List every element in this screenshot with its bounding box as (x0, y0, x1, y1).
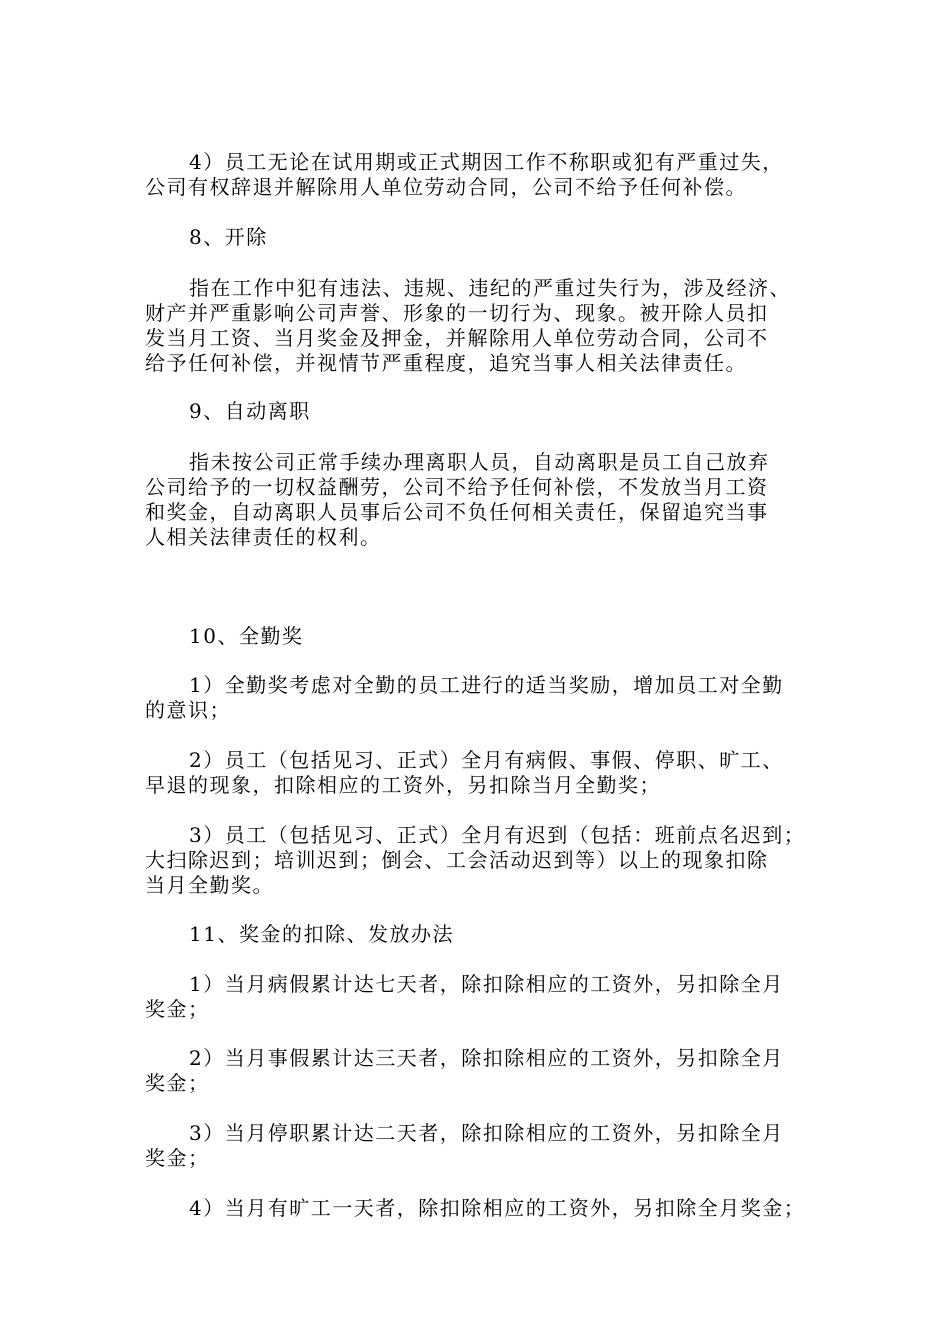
paragraph-attendance-item-3 (145, 823, 815, 898)
paragraph-bonus-item-4 (145, 1196, 815, 1221)
text-line: 人相关法律责任的权利。 (145, 525, 382, 549)
text-line: 10、全勤奖 (189, 624, 304, 648)
paragraph-item-4-dismissal (145, 150, 815, 200)
text-line: 和奖金，自动离职人员事后公司不负任何相关责任，保留追究当事 (145, 500, 769, 524)
text-line: 11、奖金的扣除、发放办法 (189, 922, 454, 946)
text-line: 指在工作中犯有违法、违规、违纪的严重过失行为，涉及经济、 (189, 276, 791, 300)
text-line: 3）员工（包括见习、正式）全月有迟到（包括：班前点名迟到； (189, 823, 806, 847)
section-heading-10-attendance-bonus (145, 624, 815, 649)
text-line: 3）当月停职累计达二天者，除扣除相应的工资外，另扣除全月 (189, 1121, 784, 1145)
paragraph-bonus-item-3 (145, 1121, 815, 1171)
text-line: 当月全勤奖。 (145, 873, 274, 897)
text-line: 奖金； (145, 997, 210, 1021)
paragraph-attendance-item-1 (145, 673, 815, 723)
text-line: 早退的现象，扣除相应的工资外，另扣除当月全勤奖； (145, 773, 661, 797)
text-line: 2）当月事假累计达三天者，除扣除相应的工资外，另扣除全月 (189, 1046, 784, 1070)
paragraph-bonus-item-2 (145, 1046, 815, 1096)
text-line: 公司有权辞退并解除用人单位劳动合同，公司不给予任何补偿。 (145, 175, 747, 199)
text-line: 1）当月病假累计达七天者，除扣除相应的工资外，另扣除全月 (189, 972, 784, 996)
text-line: 的意识； (145, 698, 231, 722)
paragraph-expulsion-body (145, 276, 815, 376)
paragraph-bonus-item-1 (145, 972, 815, 1022)
text-line: 奖金； (145, 1071, 210, 1095)
text-line: 财产并严重影响公司声誉、形象的一切行为、现象。被开除人员扣 (145, 301, 769, 325)
text-line: 2）员工（包括见习、正式）全月有病假、事假、停职、旷工、 (189, 748, 784, 772)
text-line: 给予任何补偿，并视情节严重程度，追究当事人相关法律责任。 (145, 351, 747, 375)
section-heading-8-expulsion (145, 225, 815, 250)
text-line: 1）全勤奖考虑对全勤的员工进行的适当奖励，增加员工对全勤 (189, 673, 784, 697)
text-line: 8、开除 (189, 225, 268, 249)
text-line: 大扫除迟到；培训迟到；倒会、工会活动迟到等）以上的现象扣除 (145, 848, 769, 872)
section-heading-9-self-resignation (145, 399, 815, 424)
text-line: 公司给予的一切权益酬劳，公司不给予任何补偿，不发放当月工资 (145, 475, 769, 499)
text-line: 指未按公司正常手续办理离职人员，自动离职是员工自己放弃 (189, 450, 770, 474)
text-line: 9、自动离职 (189, 399, 311, 423)
text-line: 奖金； (145, 1146, 210, 1170)
paragraph-self-resignation-body (145, 450, 815, 550)
text-line: 发当月工资、当月奖金及押金，并解除用人单位劳动合同，公司不 (145, 326, 769, 350)
text-line: 4）当月有旷工一天者，除扣除相应的工资外，另扣除全月奖金； (189, 1196, 806, 1220)
section-heading-11-bonus-rules (145, 922, 815, 947)
text-line: 4）员工无论在试用期或正式期因工作不称职或犯有严重过失， (189, 150, 784, 174)
paragraph-attendance-item-2 (145, 748, 815, 798)
